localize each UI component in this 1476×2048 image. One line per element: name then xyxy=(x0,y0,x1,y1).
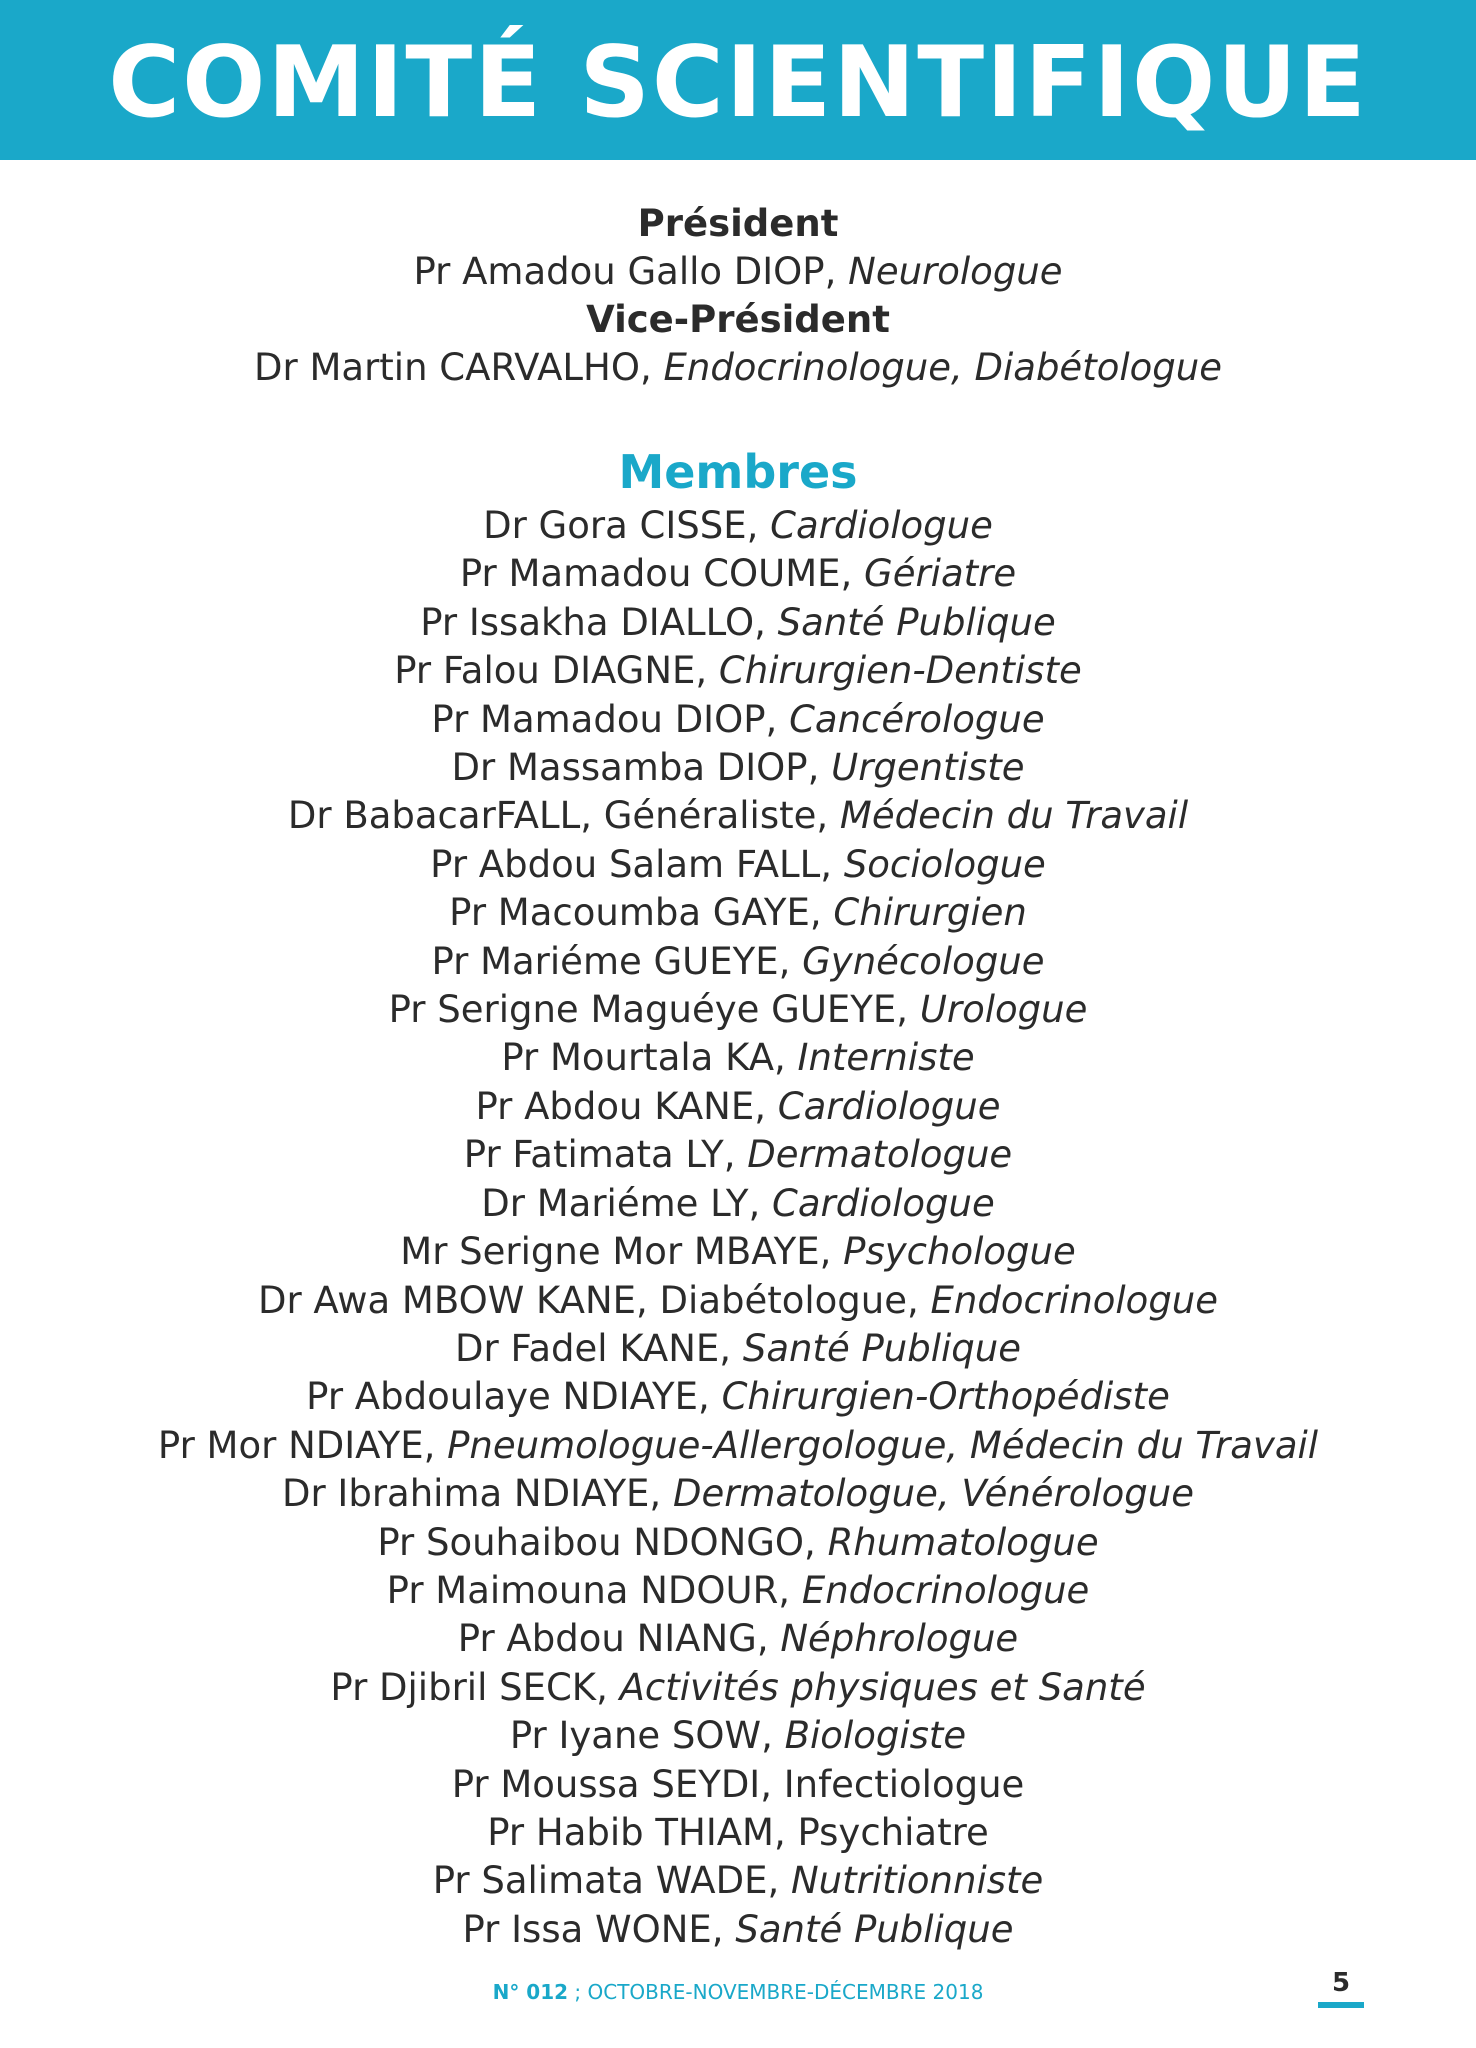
vice-president-entry xyxy=(0,344,1476,392)
page-title: COMITÉ SCIENTIFIQUE xyxy=(108,26,1368,140)
member-name: Pr Iyane SOW, xyxy=(509,1714,785,1758)
member-name: Pr Abdou NIANG, xyxy=(457,1617,781,1661)
member-specialty: Nutritionniste xyxy=(791,1859,1044,1903)
member-specialty: Santé Publique xyxy=(735,1907,1014,1951)
member-name: Pr Mamadou COUME, xyxy=(459,552,865,596)
member-name: Pr Abdoulaye NDIAYE, xyxy=(306,1375,722,1419)
member-specialty: Chirurgien-Orthopédiste xyxy=(721,1375,1170,1419)
member-specialty: Chirurgien-Dentiste xyxy=(718,649,1082,693)
vice-president-name: Dr Martin CARVALHO, xyxy=(254,346,664,389)
president-role: Président xyxy=(637,202,839,245)
member-entry xyxy=(0,744,1476,792)
member-entry xyxy=(0,647,1476,695)
member-entry xyxy=(0,1034,1476,1082)
member-name: Pr Issa WONE, xyxy=(462,1907,736,1951)
page-number-underline xyxy=(1318,2002,1364,2008)
footer xyxy=(0,1968,1476,2006)
member-specialty: Santé Publique xyxy=(742,1326,1021,1370)
member-specialty: Pneumologue-Allergologue, Médecin du Travail xyxy=(447,1423,1319,1467)
member-entry xyxy=(0,1615,1476,1663)
officers-section xyxy=(0,200,1476,392)
member-specialty: Sociologue xyxy=(843,842,1046,886)
member-specialty: Urgentiste xyxy=(831,746,1025,790)
president-entry xyxy=(0,248,1476,296)
member-specialty: Gériatre xyxy=(864,552,1017,596)
member-entry xyxy=(0,1712,1476,1760)
member-name: Dr Massamba DIOP, xyxy=(451,746,832,790)
vice-president-role: Vice-Président xyxy=(586,298,890,341)
member-specialty: Médecin du Travail xyxy=(839,794,1189,838)
issue-info xyxy=(0,1980,1476,2004)
member-name: Pr Falou DIAGNE, xyxy=(394,649,719,693)
member-entry xyxy=(0,792,1476,840)
member-entry xyxy=(0,1519,1476,1567)
member-specialty: Cancérologue xyxy=(789,697,1045,741)
member-entry xyxy=(0,550,1476,598)
member-name: Dr BabacarFALL, Généraliste, xyxy=(287,794,840,838)
member-name: Pr Souhaibou NDONGO, xyxy=(377,1520,828,1564)
member-specialty: Rhumatologue xyxy=(827,1520,1099,1564)
member-entry xyxy=(0,1664,1476,1712)
member-name: Dr Ibrahima NDIAYE, xyxy=(281,1472,673,1516)
member-specialty: Cardiologue xyxy=(770,504,993,547)
header-banner xyxy=(0,0,1476,160)
member-entry xyxy=(0,1277,1476,1325)
member-specialty: Endocrinologue xyxy=(801,1568,1090,1612)
member-specialty: Dermatologue xyxy=(747,1133,1013,1177)
member-name: Pr Macoumba GAYE, xyxy=(449,891,834,935)
members-list xyxy=(0,502,1476,1954)
member-specialty: Gynécologue xyxy=(802,939,1045,983)
member-entry xyxy=(0,1857,1476,1905)
member-entry xyxy=(0,1761,1476,1809)
member-name: Pr Abdou KANE, xyxy=(475,1084,778,1128)
member-name: Pr Issakha DIALLO, xyxy=(420,600,778,644)
member-specialty: Activités physiques et Santé xyxy=(619,1665,1146,1709)
member-specialty: Interniste xyxy=(797,1036,975,1080)
member-name: Pr Mariéme GUEYE, xyxy=(431,939,803,983)
member-entry xyxy=(0,1083,1476,1131)
member-specialty: Psychologue xyxy=(843,1230,1076,1274)
member-entry xyxy=(0,1422,1476,1470)
member-name: Pr Djibril SECK, xyxy=(330,1665,620,1709)
member-entry xyxy=(0,1567,1476,1615)
member-name: Dr Mariéme LY, xyxy=(481,1181,772,1225)
member-name: Pr Habib THIAM, Psychiatre xyxy=(487,1810,989,1854)
member-entry xyxy=(0,938,1476,986)
member-entry xyxy=(0,986,1476,1034)
member-specialty: Santé Publique xyxy=(777,600,1056,644)
member-name: Mr Serigne Mor MBAYE, xyxy=(400,1230,844,1274)
member-specialty: Dermatologue, Vénérologue xyxy=(672,1472,1195,1516)
members-heading: Membres xyxy=(618,445,858,499)
member-name: Dr Awa MBOW KANE, Diabétologue, xyxy=(257,1278,931,1322)
issue-date: ; OCTOBRE-NOVEMBRE-DÉCEMBRE 2018 xyxy=(568,1980,984,2004)
member-specialty: Néphrologue xyxy=(780,1617,1019,1661)
member-specialty: Biologiste xyxy=(784,1714,967,1758)
member-entry xyxy=(0,1470,1476,1518)
member-name: Pr Abdou Salam FALL, xyxy=(430,842,844,886)
member-entry xyxy=(0,502,1476,550)
member-name: Pr Serigne Maguéye GUEYE, xyxy=(388,988,920,1032)
member-name: Pr Fatimata LY, xyxy=(463,1133,748,1177)
page-number: 5 xyxy=(1331,1968,1351,1998)
member-entry xyxy=(0,1373,1476,1421)
member-entry xyxy=(0,696,1476,744)
member-entry xyxy=(0,1906,1476,1954)
member-entry xyxy=(0,1228,1476,1276)
member-name: Dr Fadel KANE, xyxy=(455,1326,743,1370)
member-specialty: Chirurgien xyxy=(833,891,1027,935)
member-specialty: Endocrinologue xyxy=(930,1278,1219,1322)
member-entry xyxy=(0,599,1476,647)
member-specialty: Cardiologue xyxy=(777,1084,1001,1128)
member-entry xyxy=(0,1809,1476,1857)
member-name: Pr Mourtala KA, xyxy=(501,1036,798,1080)
member-name: Pr Mor NDIAYE, xyxy=(157,1423,448,1467)
member-specialty: Cardiologue xyxy=(771,1181,995,1225)
member-name: Pr Maimouna NDOUR, xyxy=(386,1568,802,1612)
member-name: Pr Salimata WADE, xyxy=(432,1859,791,1903)
vice-president-specialty: Endocrinologue, Diabétologue xyxy=(663,346,1222,389)
president-specialty: Neurologue xyxy=(848,250,1063,293)
member-entry xyxy=(0,889,1476,937)
member-entry xyxy=(0,1131,1476,1179)
member-entry xyxy=(0,841,1476,889)
member-name: Pr Mamadou DIOP, xyxy=(431,697,790,741)
member-entry xyxy=(0,1180,1476,1228)
member-name: Pr Moussa SEYDI, Infectiologue xyxy=(451,1762,1025,1806)
issue-number: N° 012 xyxy=(492,1980,569,2004)
president-name: Pr Amadou Gallo DIOP, xyxy=(413,250,849,293)
committee-content xyxy=(0,200,1476,1954)
member-name: Dr Gora CISSE, xyxy=(483,504,771,547)
member-entry xyxy=(0,1325,1476,1373)
member-specialty: Urologue xyxy=(919,988,1088,1032)
